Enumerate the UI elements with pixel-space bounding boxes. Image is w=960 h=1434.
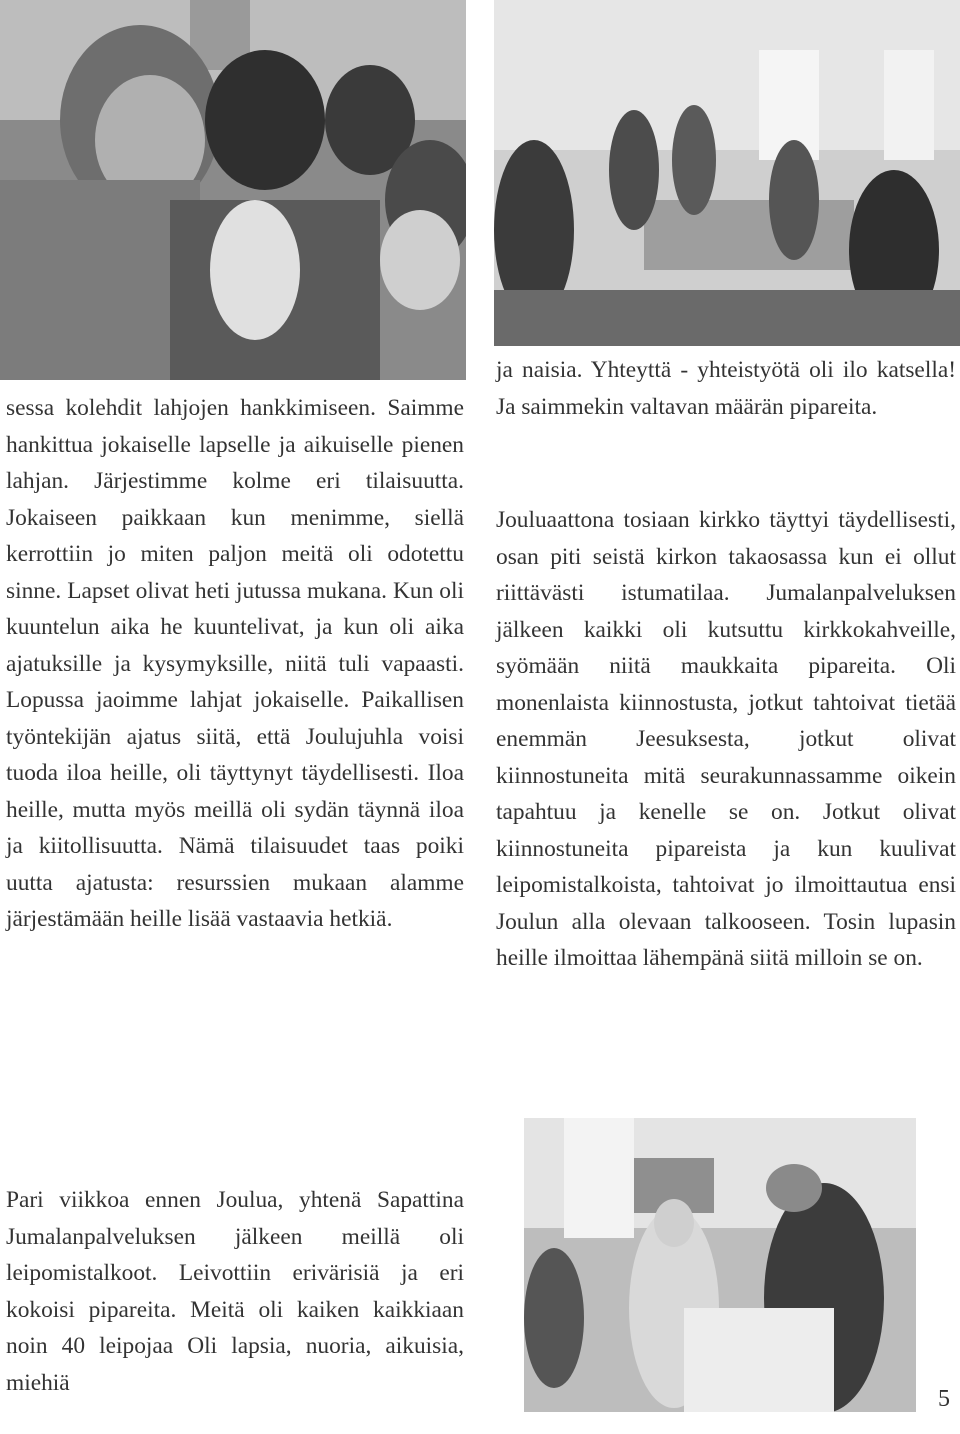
photo-dough-table: [524, 1118, 916, 1412]
photo-children-with-gifts: [0, 0, 466, 380]
left-column-text-block-2: [6, 1182, 464, 1401]
right-column-text-block-2: [496, 502, 956, 977]
paragraph: sessa kolehdit lahjojen hankkimiseen. Saimme hankittua jokaiselle lapselle ja aikuiselle pienen lahjan. Järjestimme kolme eri tilaisuutta. Jokaiseen paikkaan kun menimme, siellä kerrottiin jo miten paljon meitä oli odotettu sinne. Lapset olivat heti jutussa mukana. Kun oli kuuntelun aika he kuuntelivat, ja kun oli aika ajatuksille ja kysymyksille, niitä tuli vapaasti. Lopussa jaoimme lahjat jokaiselle. Paikallisen työntekijän ajatus siitä, että Joulujuhla voisi tuoda iloa heille, oli täyttynyt täydellisesti. Iloa heille, mutta myös meillä oli sydän täynnä iloa ja kiitollisuutta. Nämä tilaisuudet taas poiki uutta ajatusta: resurssien mukaan alamme järjestämään heille lisää vastaavia hetkiä.: [6, 395, 464, 932]
paragraph: Jouluaattona tosiaan kirkko täyttyi täydellisesti, osan piti seistä kirkon takaosassa kun ei ollut riittävästi istumatilaa. Jumalanpalveluksen jälkeen kaikki oli kutsuttu kirkkokahveille, syömään niitä maukkaita pipareita. Oli monenlaista kiinnostusta, jotkut tahtoivat tietää enemmän Jeesuksesta, jotkut olivat kiinnostuneita mitä seurakunnassamme oikein tapahtuu ja kenelle se on. Jotkut olivat kiinnostuneita pipareista ja kun kuulivat leipomistalkoista, tahtoivat jo ilmoittautua ensi Joulun alla olevaan talkooseen. Tosin lupasin heille ilmoittaa lähempänä siitä milloin se on.: [496, 507, 956, 971]
photo-baking-hall: [494, 0, 960, 346]
page-number: 5: [938, 1386, 950, 1412]
paragraph: Pari viikkoa ennen Joulua, yhtenä Sapattina Jumalanpalveluksen jälkeen meillä oli leipomistalkoot. Leivottiin erivärisiä ja eri kokoisi pipareita. Meitä oli kaiken kaikkiaan noin 40 leipojaa Oli lapsia, nuoria, aikuisia, miehiä: [6, 1187, 464, 1396]
left-column-text-block-1: [6, 390, 464, 938]
right-column-text-block-1: [496, 352, 956, 425]
paragraph: ja naisia. Yhteyttä - yhteistyötä oli ilo katsella! Ja saimmekin valtavan määrän pipareita.: [496, 357, 956, 420]
